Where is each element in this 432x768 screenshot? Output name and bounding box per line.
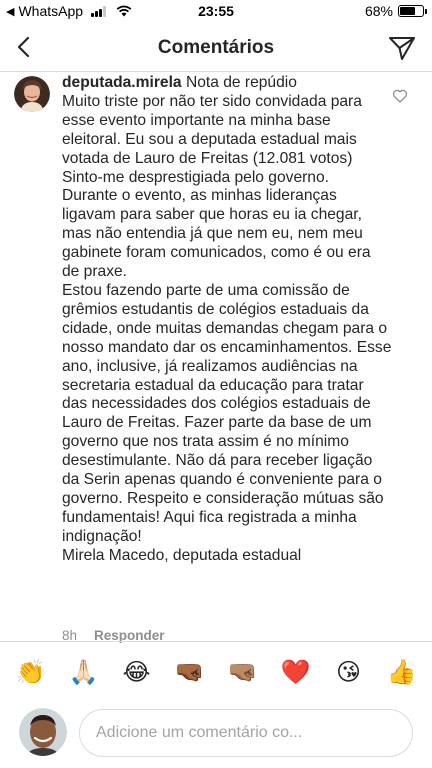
- clapping-hands-emoji[interactable]: 👏: [15, 659, 46, 686]
- clock: 23:55: [198, 3, 234, 19]
- header: [0, 24, 432, 72]
- author-avatar[interactable]: [14, 76, 50, 112]
- right-fist-dark-emoji[interactable]: 🤜🏾: [174, 659, 205, 686]
- red-heart-emoji[interactable]: ❤️: [280, 659, 311, 686]
- comment-paragraph: Nota de repúdio: [185, 74, 297, 91]
- direct-send-icon[interactable]: [388, 34, 416, 62]
- battery-level: [400, 7, 415, 15]
- back-to-app-label[interactable]: WhatsApp: [18, 3, 84, 19]
- page-title: Comentários: [157, 37, 275, 58]
- blowing-kiss-emoji[interactable]: 😘: [335, 659, 362, 686]
- folded-hands-emoji[interactable]: 🙏🏻: [68, 659, 99, 686]
- comment-username[interactable]: deputada.mirela: [62, 74, 182, 91]
- tears-of-joy-emoji[interactable]: 😂: [122, 659, 151, 686]
- back-to-app-icon[interactable]: ◀: [6, 5, 15, 18]
- battery-percent: 68%: [364, 3, 393, 19]
- battery-icon: [398, 5, 424, 17]
- comment-paragraph: Estou fazendo parte de uma comissão de grêmios estudantis de colégios estaduais da cidade, onde muitas demandas chegam para o nosso mandato dar os encaminhamentos. Esse ano, inclusive, já realizamos audiências na secretaria estadual da educação para tratar das necessidades dos colégios estaduais de Lauro de Freitas. Fazer parte da base de um governo que nos trata assim é no mínimo desestimulante. Não dá para receber ligação da Serin apenas quando é conveniente para o governo. Respeito e consideração mútuas são fundamentais! Aqui fica registrada a minha indignação!: [62, 281, 392, 545]
- thumbs-up-emoji[interactable]: 👍: [386, 659, 417, 686]
- status-bar: [0, 0, 432, 24]
- comment: [0, 72, 432, 643]
- comment-timestamp: 8h: [62, 628, 78, 643]
- comment-first-line: [62, 74, 392, 93]
- right-fist-medium-emoji[interactable]: 🤜🏽: [227, 659, 258, 686]
- status-bar-right: [365, 3, 424, 19]
- comment-paragraph: Muito triste por não ter sido convidada para esse evento importante na minha base eleitoral. Eu sou a deputada estadual mais votada de Lauro de Freitas (12.081 votos) Sinto-me desprestigiada pelo governo.: [62, 92, 362, 186]
- comment-input[interactable]: [79, 709, 413, 757]
- reply-button[interactable]: Responder: [94, 628, 165, 643]
- quick-emoji-bar: [0, 641, 432, 703]
- comment-text: [62, 74, 392, 566]
- like-heart-icon[interactable]: [392, 88, 408, 104]
- current-user-avatar: [19, 708, 67, 756]
- comment-paragraph: Durante o evento, as minhas lideranças ligavam para saber que horas eu ia chegar, mas não entendia já que nem eu, nem meu gabinete foram comunicados, como é ou era de praxe.: [62, 187, 371, 281]
- comment-signature: Mirela Macedo, deputada estadual: [62, 546, 302, 564]
- comment-compose-bar: [0, 703, 432, 768]
